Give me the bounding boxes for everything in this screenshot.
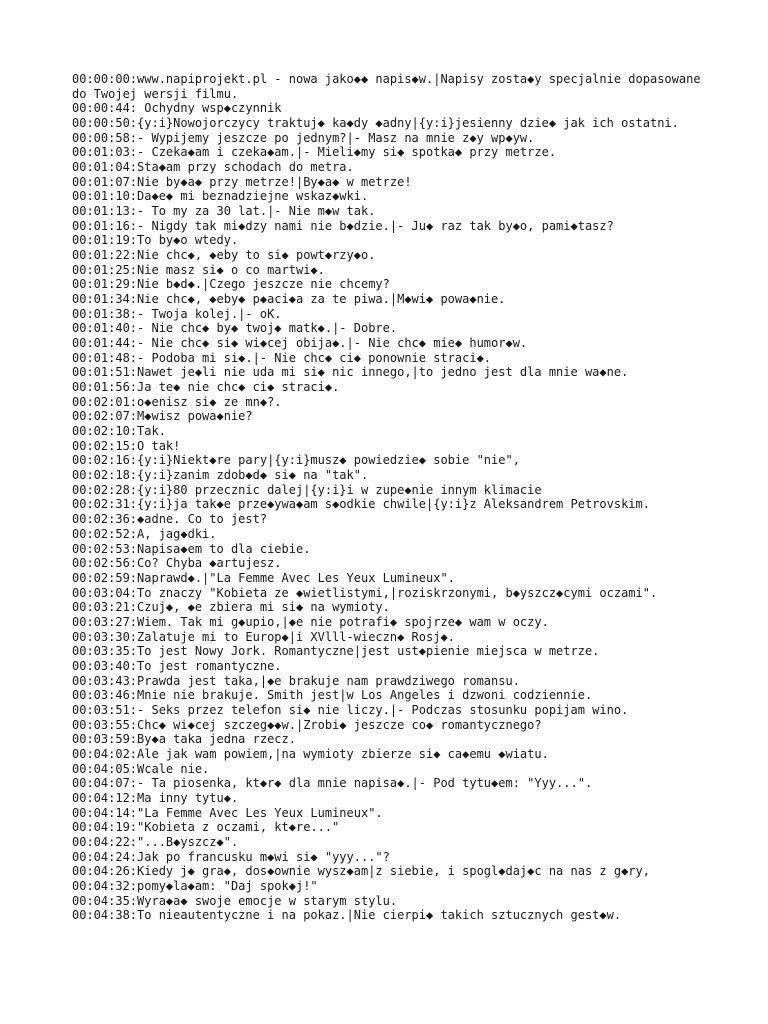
subtitle-line: 00:01:10:Da◆e◆ mi beznadziejne wskaz◆wki. xyxy=(72,189,369,204)
subtitle-line: 00:01:29:Nie b◆d◆.|Czego jeszcze nie chcemy? xyxy=(72,277,390,292)
subtitle-line: 00:01:38:- Twoja kolej.|- oK. xyxy=(72,306,282,321)
subtitle-line: 00:04:12:Ma inny tytu◆. xyxy=(72,790,239,805)
subtitle-line: 00:03:59:By◆a taka jedna rzecz. xyxy=(72,732,296,747)
subtitle-line: 00:02:36:◆adne. Co to jest? xyxy=(72,512,268,527)
subtitle-line: 00:04:02:Ale jak wam powiem,|na wymioty zbierze si◆ ca◆emu ◆wiatu. xyxy=(72,746,549,761)
subtitle-line: 00:02:59:Naprawd◆.|"La Femme Avec Les Yeux Lumineux". xyxy=(72,570,455,585)
subtitle-line: 00:03:51:- Seks przez telefon si◆ nie liczy.|- Podczas stosunku popijam wino. xyxy=(72,702,629,717)
subtitle-line: 00:03:55:Chc◆ wi◆cej szczeg◆◆w.|Zrobi◆ jeszcze co◆ romantycznego? xyxy=(72,717,542,732)
subtitle-line: 00:04:35:Wyra◆a◆ swoje emocje w starym stylu. xyxy=(72,893,398,908)
subtitle-line: 00:01:40:- Nie chc◆ by◆ twoj◆ matk◆.|- Dobre. xyxy=(72,321,398,336)
subtitle-line: 00:01:25:Nie masz si◆ o co martwi◆. xyxy=(72,262,325,277)
subtitle-line: 00:03:04:To znaczy "Kobieta ze ◆wietlistymi,|roziskrzonymi, b◆yszcz◆cymi oczami". xyxy=(72,585,658,600)
subtitle-line: 00:04:14:"La Femme Avec Les Yeux Lumineux". xyxy=(72,805,383,820)
subtitle-line: 00:02:52:A, jag◆dki. xyxy=(72,526,217,541)
subtitle-line: 00:03:21:Czuj◆, ◆e zbiera mi si◆ na wymioty. xyxy=(72,600,390,615)
subtitle-line: 00:02:53:Napisa◆em to dla ciebie. xyxy=(72,541,311,556)
subtitle-line: 00:02:18:{y:i}zanim zdob◆d◆ si◆ na "tak". xyxy=(72,468,369,483)
subtitle-line: 00:03:27:Wiem. Tak mi g◆upio,|◆e nie potrafi◆ spojrze◆ wam w oczy. xyxy=(72,614,549,629)
subtitle-line: 00:03:46:Mnie nie brakuje. Smith jest|w Los Angeles i dzwoni codziennie. xyxy=(72,688,593,703)
subtitle-line: 00:04:32:pomy◆la◆am: "Daj spok◆j!" xyxy=(72,878,318,893)
subtitle-line: 00:02:16:{y:i}Niekt◆re pary|{y:i}musz◆ powiedzie◆ sobie "nie", xyxy=(72,453,520,468)
subtitle-line: 00:03:35:To jest Nowy Jork. Romantyczne|jest ust◆pienie miejsca w metrze. xyxy=(72,644,600,659)
subtitle-line: 00:02:31:{y:i}ja tak◆e prze◆ywa◆am s◆odkie chwile|{y:i}z Aleksandrem Petrovskim. xyxy=(72,497,650,512)
subtitle-line: 00:01:16:- Nigdy tak mi◆dzy nami nie b◆dzie.|- Ju◆ raz tak by◆o, pami◆tasz? xyxy=(72,218,614,233)
subtitle-line: 00:03:43:Prawda jest taka,|◆e brakuje nam prawdziwego romansu. xyxy=(72,673,520,688)
subtitle-line: 00:02:01:o◆enisz si◆ ze mn◆?. xyxy=(72,394,282,409)
subtitle-line: 00:02:56:Co? Chyba ◆artujesz. xyxy=(72,556,282,571)
subtitle-line: 00:03:30:Zalatuje mi to Europ◆|i XVlll-wieczn◆ Rosj◆. xyxy=(72,629,455,644)
subtitle-line: 00:01:07:Nie by◆a◆ przy metrze!|By◆a◆ w metrze! xyxy=(72,174,412,189)
subtitle-line: 00:02:15:O tak! xyxy=(72,438,181,453)
subtitle-line: 00:01:13:- To my za 30 lat.|- Nie m◆w tak. xyxy=(72,204,376,219)
subtitle-line: 00:01:03:- Czeka◆am i czeka◆am.|- Mieli◆my si◆ spotka◆ przy metrze. xyxy=(72,145,557,160)
subtitle-line: 00:00:44: Ochydny wsp◆czynnik xyxy=(72,101,282,116)
subtitle-line: 00:04:26:Kiedy j◆ gra◆, dos◆ownie wysz◆am|z siebie, i spogl◆daj◆c na nas z g◆ry, xyxy=(72,864,650,879)
subtitle-line: 00:00:50:{y:i}Nowojorczycy traktuj◆ ka◆dy ◆adny|{y:i}jesienny dzie◆ jak ich ostatni. xyxy=(72,116,679,131)
subtitle-line: 00:04:22:"...B◆yszcz◆". xyxy=(72,834,239,849)
subtitle-document xyxy=(72,72,712,923)
subtitle-line: 00:00:00:www.napiprojekt.pl - nowa jako◆◆ napis◆w.|Napisy zosta◆y specjalnie dopasowane do Twojej wersji filmu. xyxy=(72,72,708,101)
subtitle-line: 00:04:19:"Kobieta z oczami, kt◆re..." xyxy=(72,820,340,835)
subtitle-line: 00:03:40:To jest romantyczne. xyxy=(72,658,282,673)
subtitle-line: 00:01:56:Ja te◆ nie chc◆ ci◆ straci◆. xyxy=(72,380,340,395)
subtitle-line: 00:04:38:To nieautentyczne i na pokaz.|Nie cierpi◆ takich sztucznych gest◆w. xyxy=(72,908,622,923)
subtitle-line: 00:02:28:{y:i}80 przecznic dalej|{y:i}i w zupe◆nie innym klimacie xyxy=(72,482,542,497)
subtitle-line: 00:02:10:Tak. xyxy=(72,424,166,439)
subtitle-line: 00:01:34:Nie chc◆, ◆eby◆ p◆aci◆a za te piwa.|M◆wi◆ powa◆nie. xyxy=(72,292,506,307)
subtitle-line: 00:04:07:- Ta piosenka, kt◆r◆ dla mnie napisa◆.|- Pod tytu◆em: "Yyy...". xyxy=(72,776,593,791)
subtitle-line: 00:04:24:Jak po francusku m◆wi si◆ "yyy..."? xyxy=(72,849,390,864)
subtitle-line: 00:04:05:Wcale nie. xyxy=(72,761,210,776)
subtitle-line: 00:01:44:- Nie chc◆ si◆ wi◆cej obija◆.|- Nie chc◆ mie◆ humor◆w. xyxy=(72,336,528,351)
subtitle-line: 00:01:04:Sta◆am przy schodach do metra. xyxy=(72,160,354,175)
subtitle-line: 00:01:48:- Podoba mi si◆.|- Nie chc◆ ci◆ ponownie straci◆. xyxy=(72,350,492,365)
subtitle-line: 00:01:51:Nawet je◆li nie uda mi si◆ nic innego,|to jedno jest dla mnie wa◆ne. xyxy=(72,365,629,380)
subtitle-line: 00:01:22:Nie chc◆, ◆eby to si◆ powt◆rzy◆o. xyxy=(72,248,376,263)
subtitle-line: 00:00:58:- Wypijemy jeszcze po jednym?|- Masz na mnie z◆y wp◆yw. xyxy=(72,130,535,145)
subtitle-line: 00:02:07:M◆wisz powa◆nie? xyxy=(72,409,253,424)
subtitle-line: 00:01:19:To by◆o wtedy. xyxy=(72,233,239,248)
